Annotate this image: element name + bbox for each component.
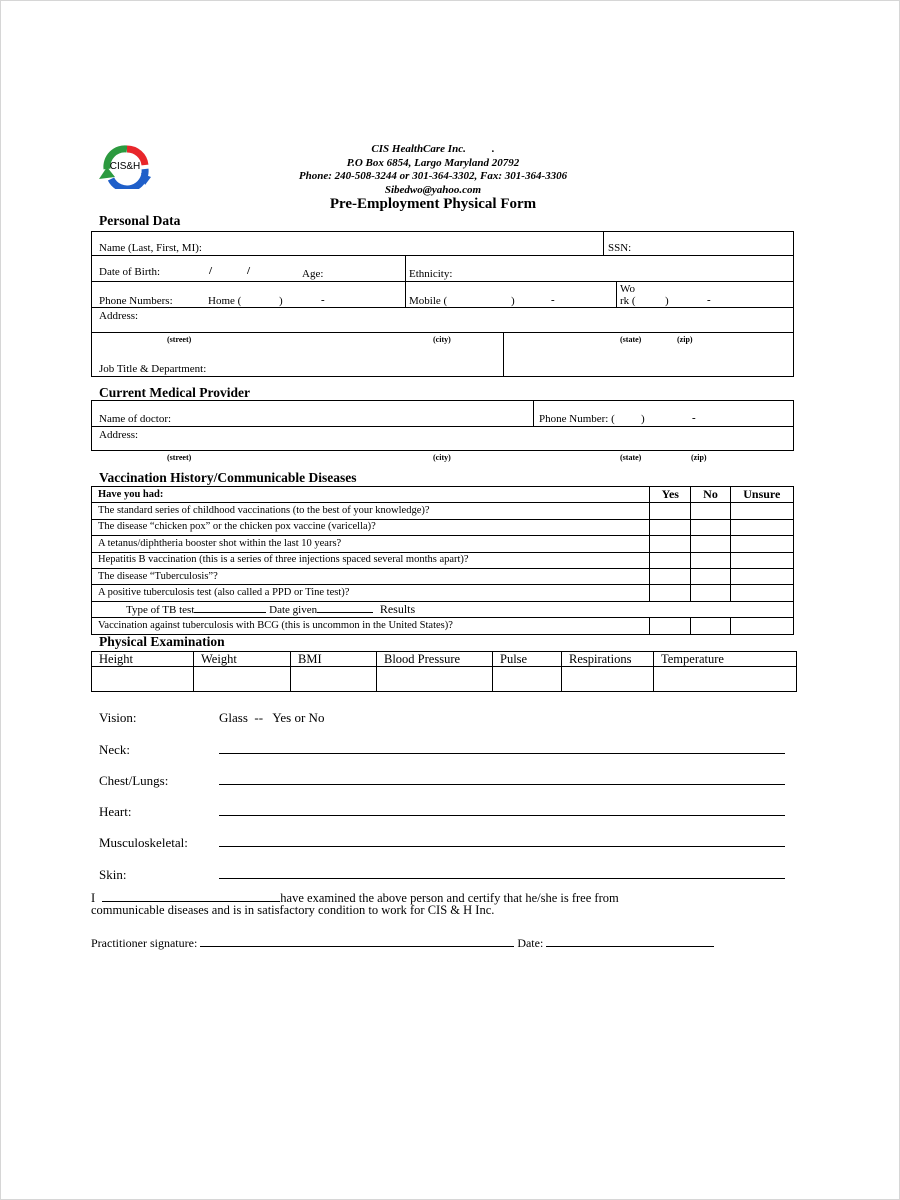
signature-date-line[interactable] [546,946,714,947]
svg-text:CIS&H: CIS&H [109,161,141,172]
vaccination-table [91,486,794,635]
company-email: Sibedwo@yahoo.com [384,183,482,196]
company-name: CIS HealthCare Inc. [371,143,466,155]
dob-separator: / [209,265,213,277]
yes-checkbox[interactable] [650,536,691,552]
physical-exam-heading: Physical Examination [99,634,225,649]
certification-prefix: I [91,891,96,905]
musculoskeletal-label: Musculoskeletal: [99,835,188,850]
city-caption: (city) [433,335,451,344]
table-row [92,618,794,634]
yes-checkbox[interactable] [650,519,691,535]
age-field-label: Age: [302,268,324,280]
chest-lungs-label: Chest/Lungs: [99,773,169,788]
table-row [92,585,794,601]
skin-line[interactable] [219,878,785,879]
respirations-value-cell[interactable] [562,667,654,692]
blood-pressure-column-header: Blood Pressure [377,652,493,667]
home-phone-dash: - [321,294,325,306]
blood-pressure-value-cell[interactable] [377,667,493,692]
bcg-question: Vaccination against tuberculosis with BCG (this is uncommon in the United States)? [92,618,650,634]
have-you-had-label: Have you had: [92,487,650,503]
physical-exam-value-row [92,667,797,692]
unsure-checkbox[interactable] [730,519,793,535]
doctor-name-label: Name of doctor: [99,413,172,425]
mobile-phone-dash: - [551,294,555,306]
work-phone-label: rk ( [620,295,636,307]
no-checkbox[interactable] [691,519,730,535]
tb-date-label: Date given [269,603,318,616]
unsure-checkbox[interactable] [730,552,793,568]
job-title-label: Job Title & Department: [99,363,207,375]
table-row [92,552,794,568]
vaccination-question: Hepatitis B vaccination (this is a series of three injections spaced several months apart)? [92,552,650,568]
name-field-label: Name (Last, First, MI): [99,242,202,254]
doctor-address-label: Address: [99,429,139,441]
unsure-checkbox[interactable] [730,568,793,584]
neck-label: Neck: [99,742,131,757]
height-value-cell[interactable] [92,667,194,692]
no-checkbox[interactable] [691,503,730,519]
unsure-checkbox[interactable] [730,618,793,634]
vaccination-question: A positive tuberculosis test (also called a PPD or Tine test)? [92,585,650,601]
mobile-phone-label: Mobile ( [409,295,448,307]
bmi-value-cell[interactable] [291,667,377,692]
chest-lungs-line[interactable] [219,784,785,785]
neck-line[interactable] [219,753,785,754]
practitioner-signature-line[interactable] [200,946,514,947]
state-caption: (state) [620,453,642,462]
physical-exam-table [91,651,797,692]
no-checkbox[interactable] [691,552,730,568]
vaccination-question: The disease “Tuberculosis”? [92,568,650,584]
vaccination-question: A tetanus/diphtheria booster shot within the last 10 years? [92,536,650,552]
respirations-column-header: Respirations [562,652,654,667]
doctor-phone-close: ) [641,413,645,425]
weight-column-header: Weight [194,652,291,667]
yes-checkbox[interactable] [650,618,691,634]
vision-label: Vision: [99,710,137,725]
yes-checkbox[interactable] [650,585,691,601]
table-row [92,519,794,535]
city-caption: (city) [433,453,451,462]
vaccination-heading: Vaccination History/Communicable Diseases [99,470,357,485]
work-phone-close: ) [665,295,669,307]
state-caption: (state) [620,335,642,344]
table-row [92,568,794,584]
no-checkbox[interactable] [691,618,730,634]
ssn-field-label: SSN: [608,242,632,254]
home-phone-close: ) [279,295,283,307]
yes-checkbox[interactable] [650,552,691,568]
signature-row [91,937,714,949]
weight-value-cell[interactable] [194,667,291,692]
heart-label: Heart: [99,804,132,819]
tb-type-label: Type of TB test [126,603,195,616]
medical-provider-heading: Current Medical Provider [99,385,250,400]
heart-line[interactable] [219,815,785,816]
vaccination-header-row [92,487,794,503]
height-column-header: Height [92,652,194,667]
dob-field-label: Date of Birth: [99,266,161,278]
pulse-value-cell[interactable] [493,667,562,692]
musculoskeletal-line[interactable] [219,846,785,847]
work-phone-dash: - [707,294,711,306]
table-row [92,503,794,519]
home-phone-label: Home ( [208,295,242,307]
ethnicity-field-label: Ethnicity: [409,268,453,280]
zip-caption: (zip) [691,453,707,462]
examiner-name-line[interactable] [102,901,280,902]
temperature-column-header: Temperature [654,652,797,667]
date-label: Date: [517,936,544,950]
address-field-label: Address: [99,310,139,322]
practitioner-signature-label: Practitioner signature: [91,936,198,950]
skin-label: Skin: [99,867,127,882]
no-column-header: No [691,487,730,503]
unsure-checkbox[interactable] [730,503,793,519]
no-checkbox[interactable] [691,568,730,584]
vision-value: Glass -- Yes or No [219,710,325,725]
yes-checkbox[interactable] [650,503,691,519]
no-checkbox[interactable] [691,585,730,601]
tb-test-row [92,601,794,617]
phone-numbers-label: Phone Numbers: [99,295,173,307]
company-logo [97,143,153,189]
dob-separator: / [247,265,251,277]
pulse-column-header: Pulse [493,652,562,667]
company-address: P.O Box 6854, Largo Maryland 20792 [346,156,520,169]
personal-data-heading: Personal Data [99,213,181,228]
vaccination-question: The standard series of childhood vaccinations (to the best of your knowledge)? [92,503,650,519]
yes-checkbox[interactable] [650,568,691,584]
tb-type-line[interactable] [194,612,266,613]
unsure-checkbox[interactable] [730,536,793,552]
vaccination-question: The disease “chicken pox” or the chicken pox vaccine (varicella)? [92,519,650,535]
company-header [233,143,633,197]
tb-test-cell [92,601,794,617]
form-title: Pre-Employment Physical Form [329,196,537,212]
company-phone: Phone: 240-508-3244 or 301-364-3302, Fax: 301-364-3306 [298,170,568,182]
unsure-column-header: Unsure [730,487,793,503]
street-caption: (street) [167,335,192,344]
temperature-value-cell[interactable] [654,667,797,692]
mobile-phone-close: ) [511,295,515,307]
tb-date-line[interactable] [317,612,373,613]
doctor-phone-label: Phone Number: ( [539,413,615,425]
company-name-dot: . [491,143,495,155]
bmi-column-header: BMI [291,652,377,667]
certification-line-2: communicable diseases and is in satisfactory condition to work for CIS & H Inc. [91,903,495,917]
tb-results-label: Results [379,601,416,616]
yes-column-header: Yes [650,487,691,503]
certification-text-1: have examined the above person and certify that he/she is free from [280,891,619,905]
doctor-phone-dash: - [692,412,696,424]
zip-caption: (zip) [677,335,693,344]
table-row [92,536,794,552]
street-caption: (street) [167,453,192,462]
unsure-checkbox[interactable] [730,585,793,601]
physical-exam-header-row [92,652,797,667]
no-checkbox[interactable] [691,536,730,552]
work-phone-label: Wo [620,283,636,295]
